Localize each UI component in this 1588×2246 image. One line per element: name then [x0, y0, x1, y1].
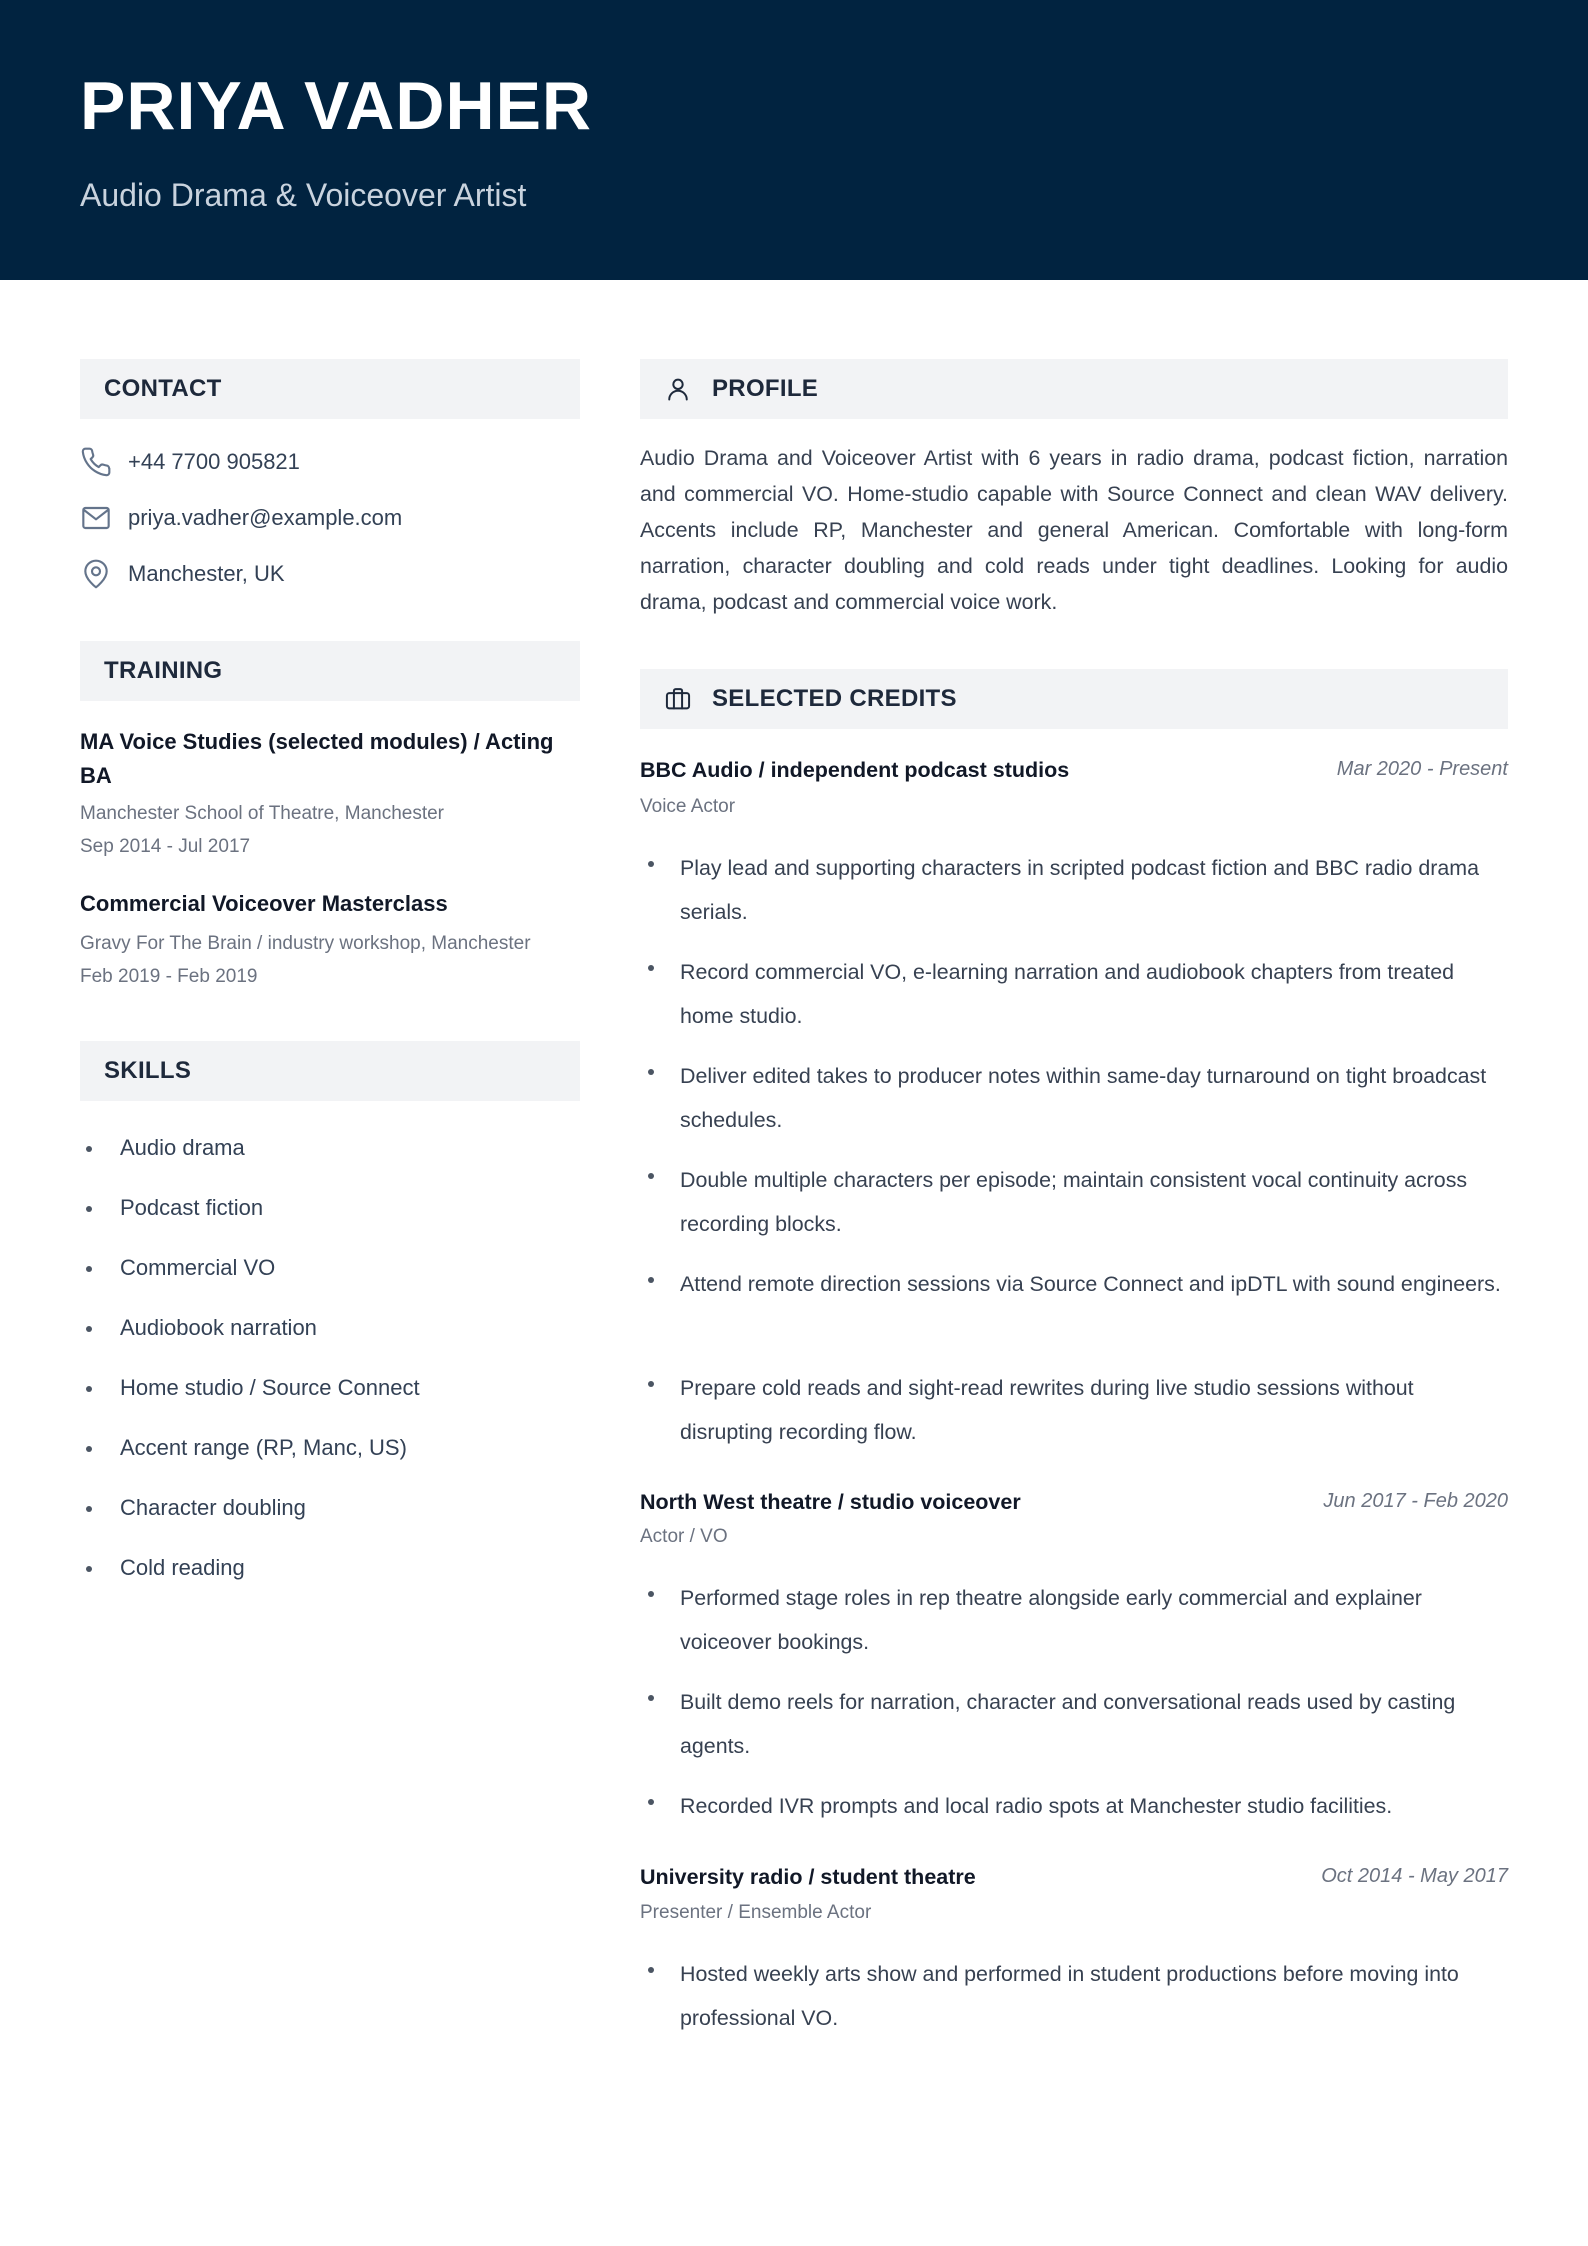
job-bullet-text: Deliver edited takes to producer notes within same-day turnaround on tight broadcast schedules. — [680, 1064, 1487, 1132]
job-bullet-text: Play lead and supporting characters in scripted podcast fiction and BBC radio drama serials. — [680, 856, 1480, 924]
bullet-dot — [86, 1506, 92, 1512]
job-company: University radio / student theatre — [640, 1865, 976, 1889]
profile-section-header — [640, 359, 1508, 419]
bullet-dot — [86, 1446, 92, 1452]
contact-location: Manchester, UK — [128, 561, 285, 586]
job-bullet-text: Hosted weekly arts show and performed in student productions before moving into professional VO. — [680, 1962, 1459, 2030]
skill-label: Cold reading — [120, 1555, 245, 1580]
job-dates: Mar 2020 - Present — [1336, 758, 1508, 780]
skill-label: Character doubling — [120, 1495, 306, 1520]
skill-label: Audiobook narration — [120, 1315, 317, 1340]
resume-header — [0, 0, 1588, 280]
job-company: BBC Audio / independent podcast studios — [640, 758, 1070, 782]
job-company: North West theatre / studio voiceover — [640, 1490, 1021, 1514]
job-bullet-text: Attend remote direction sessions via Source Connect and ipDTL with sound engineers. — [680, 1272, 1501, 1296]
bullet-dot — [86, 1326, 92, 1332]
bullet-dot — [648, 1799, 654, 1805]
contact-email-row — [80, 500, 580, 536]
bullet-dot — [86, 1266, 92, 1272]
contact-phone-row — [80, 444, 580, 480]
job-dates: Oct 2014 - May 2017 — [1321, 1865, 1508, 1887]
briefcase-icon — [664, 685, 692, 713]
bullet-dot — [86, 1386, 92, 1392]
training-item-title: Commercial Voiceover Masterclass — [80, 891, 448, 916]
job-dates: Jun 2017 - Feb 2020 — [1323, 1490, 1508, 1512]
training-item-title: MA Voice Studies (selected modules) / Acting BA — [80, 729, 554, 788]
contact-section-header — [80, 359, 580, 419]
bullet-dot — [648, 1381, 654, 1387]
bullet-dot — [648, 1967, 654, 1973]
skill-label: Commercial VO — [120, 1255, 276, 1280]
bullet-dot — [648, 1277, 654, 1283]
training-item-dates: Feb 2019 - Feb 2019 — [80, 966, 258, 987]
job-role: Voice Actor — [640, 796, 736, 817]
bullet-dot — [648, 965, 654, 971]
training-item-institution: Manchester School of Theatre, Manchester — [80, 803, 445, 824]
job-bullet-text: Built demo reels for narration, character and conversational reads used by casting agents. — [680, 1690, 1456, 1758]
job-role: Presenter / Ensemble Actor — [640, 1902, 872, 1923]
candidate-name: PRIYA VADHER — [80, 68, 593, 144]
bullet-dot — [86, 1146, 92, 1152]
candidate-headline: Audio Drama & Voiceover Artist — [80, 177, 527, 213]
skills-section-title: SKILLS — [104, 1057, 192, 1084]
job-role: Actor / VO — [640, 1526, 728, 1547]
profile-summary: Audio Drama and Voiceover Artist with 6 years in radio drama, podcast fiction, narration and commercial VO. Home-studio capable with Source Connect and clean WAV delivery. Accents include RP, Manchester and general American. Comfortable with long-form narration, character doubling and cold reads under tight deadlines. Looking for audio drama, podcast and commercial voice work. — [640, 446, 1508, 614]
job-bullet-text: Performed stage roles in rep theatre alongside early commercial and explainer voiceover bookings. — [680, 1586, 1422, 1654]
envelope-icon — [80, 502, 112, 534]
skills-section-header — [80, 1041, 580, 1101]
training-section-title: TRAINING — [104, 657, 223, 684]
skill-label: Home studio / Source Connect — [120, 1375, 420, 1400]
job-bullet-text: Record commercial VO, e-learning narration and audiobook chapters from treated home studio. — [680, 960, 1455, 1028]
skill-label: Audio drama — [120, 1135, 245, 1160]
credits-section-title: SELECTED CREDITS — [712, 685, 957, 712]
contact-email[interactable]: priya.vadher@example.com — [128, 505, 403, 530]
phone-icon — [80, 446, 112, 478]
contact-location-row — [80, 556, 580, 592]
job-bullet-text: Double multiple characters per episode; maintain consistent vocal continuity across recording blocks. — [680, 1168, 1468, 1236]
credits-section-header — [640, 669, 1508, 729]
contact-section-title: CONTACT — [104, 375, 222, 402]
training-section-header — [80, 641, 580, 701]
user-icon — [664, 375, 692, 403]
bullet-dot — [648, 1695, 654, 1701]
bullet-dot — [648, 1591, 654, 1597]
training-item-institution: Gravy For The Brain / industry workshop, Manchester — [80, 933, 531, 954]
bullet-dot — [648, 1173, 654, 1179]
bullet-dot — [86, 1566, 92, 1572]
bullet-dot — [648, 1069, 654, 1075]
bullet-dot — [648, 861, 654, 867]
skill-label: Podcast fiction — [120, 1195, 264, 1220]
skill-label: Accent range (RP, Manc, US) — [120, 1435, 407, 1460]
training-item-dates: Sep 2014 - Jul 2017 — [80, 836, 251, 857]
bullet-dot — [86, 1206, 92, 1212]
job-bullet-text: Prepare cold reads and sight-read rewrites during live studio sessions without disrupting recording flow. — [680, 1376, 1414, 1444]
profile-section-title: PROFILE — [712, 375, 819, 402]
job-bullet-text: Recorded IVR prompts and local radio spots at Manchester studio facilities. — [680, 1794, 1393, 1818]
contact-phone[interactable]: +44 7700 905821 — [128, 449, 300, 474]
map-pin-icon — [80, 558, 112, 590]
